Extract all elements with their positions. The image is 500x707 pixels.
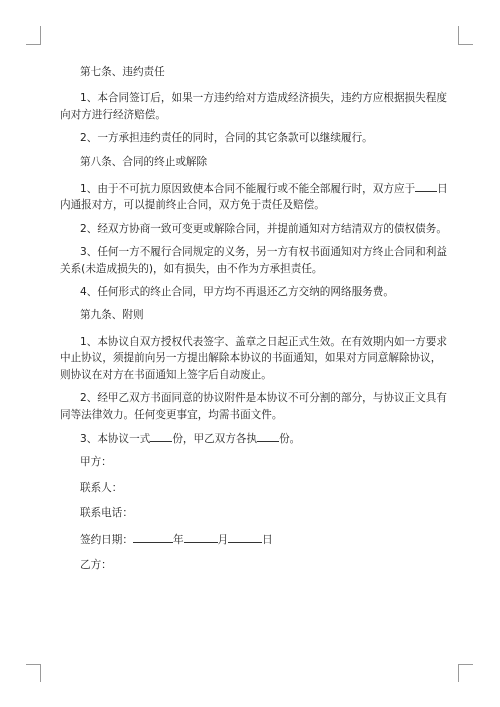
- crop-mark-top-left-vertical: [40, 26, 41, 44]
- crop-mark-bottom-left-vertical: [40, 664, 41, 682]
- article-9-clause-1: 1、本协议自双方授权代表签字、盖章之日起正式生效。在有效期内如一方要求中止协议，须提前向另一方提出解除本协议的书面通知，如果对方同意解除协议，则协议在对方在书面通知上签字后自动废止。: [60, 335, 447, 381]
- copies-each-blank: [257, 430, 279, 442]
- article-9-clause-3: [60, 430, 450, 447]
- article-8-clause-1-part-a: 1、由于不可抗力原因致使本合同不能履行或不能全部履行时，双方应于: [80, 183, 416, 196]
- crop-mark-top-right-horizontal: [458, 44, 473, 45]
- crop-mark-top-left-horizontal: [26, 44, 41, 45]
- article-7-clause-1: 1、本合同签订后，如果一方违约给对方造成经济损失，违约方应根据损失程度向对方进行经济赔偿。: [60, 92, 447, 121]
- day-blank: [228, 531, 262, 543]
- party-a-label: 甲方：: [80, 456, 112, 469]
- article-9-clause-3-part-b: 份，甲乙双方各执: [172, 432, 258, 445]
- signing-date-line: [60, 531, 450, 548]
- crop-mark-bottom-right-horizontal: [458, 664, 473, 665]
- article-8-clause-2: 2、经双方协商一致可变更或解除合同，并提前通知对方结清双方的债权债务。: [80, 222, 447, 235]
- article-7-heading: 第七条、违约责任: [80, 66, 165, 78]
- party-b-label: 乙方：: [80, 558, 112, 571]
- article-9-clause-3-part-c: 份。: [279, 432, 301, 445]
- crop-mark-bottom-left-horizontal: [26, 664, 41, 665]
- month-label: 月: [217, 533, 229, 546]
- article-7-clause-2: 2、一方承担违约责任的同时，合同的其它条款可以继续履行。: [80, 132, 373, 145]
- crop-mark-top-right-vertical: [458, 26, 459, 44]
- article-9-clause-2: 2、经甲乙双方书面同意的协议附件是本协议不可分割的部分，与协议正文具有同等法律效力。任何变更事宜，均需书面文件。: [60, 392, 447, 421]
- month-blank: [184, 531, 218, 543]
- article-8-clause-1: [60, 180, 450, 214]
- article-8-clause-4: 4、任何形式的终止合同，甲方均不再退还乙方交纳的网络服务费。: [80, 286, 394, 299]
- copies-total-blank: [150, 430, 172, 442]
- article-8-heading: 第八条、合同的终止或解除: [80, 155, 208, 168]
- contact-person-label: 联系人：: [80, 481, 123, 494]
- article-8-clause-1-part-b: 日内通报对方，可以提前终止合同，双方免于责任及赔偿。: [60, 183, 448, 212]
- document-body: [60, 64, 450, 582]
- day-label: 日: [262, 533, 273, 546]
- year-blank: [133, 531, 173, 543]
- article-9-clause-3-part-a: 3、本协议一式: [80, 432, 151, 445]
- contact-phone-label: 联系电话：: [80, 507, 133, 520]
- crop-mark-bottom-right-vertical: [458, 664, 459, 682]
- signing-date-label: 签约日期：: [80, 533, 133, 546]
- days-blank: [415, 180, 437, 192]
- article-8-clause-3: 3、任何一方不履行合同规定的义务，另一方有权书面通知对方终止合同和利益关系(未造成损失的)，如有损失，由不作为方承担责任。: [60, 246, 447, 275]
- article-9-heading: 第九条、附则: [80, 309, 144, 322]
- year-label: 年: [172, 533, 184, 546]
